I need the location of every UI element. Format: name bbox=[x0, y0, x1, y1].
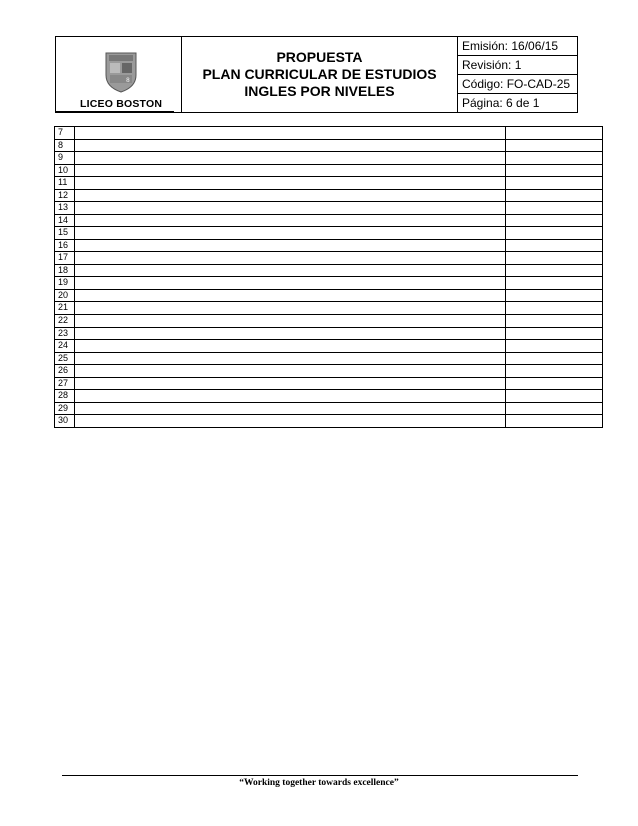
row-number: 26 bbox=[55, 365, 75, 377]
table-cell-content bbox=[75, 215, 506, 227]
table-cell-extra bbox=[506, 202, 602, 214]
row-number: 23 bbox=[55, 328, 75, 340]
table-cell-content bbox=[75, 378, 506, 390]
table-cell-extra bbox=[506, 290, 602, 302]
table-row bbox=[55, 302, 602, 315]
table-cell-content bbox=[75, 190, 506, 202]
table-cell-extra bbox=[506, 328, 602, 340]
row-number: 22 bbox=[55, 315, 75, 327]
row-number: 7 bbox=[55, 127, 75, 139]
table-cell-extra bbox=[506, 177, 602, 189]
table-cell-content bbox=[75, 140, 506, 152]
table-cell-content bbox=[75, 415, 506, 428]
row-number: 14 bbox=[55, 215, 75, 227]
table-cell-content bbox=[75, 365, 506, 377]
table-cell-extra bbox=[506, 252, 602, 264]
meta-codigo: Código: FO-CAD-25 bbox=[458, 75, 577, 94]
table-row bbox=[55, 415, 602, 428]
table-row bbox=[55, 177, 602, 190]
row-number: 20 bbox=[55, 290, 75, 302]
row-number: 28 bbox=[55, 390, 75, 402]
table-cell-extra bbox=[506, 415, 602, 428]
row-number: 25 bbox=[55, 353, 75, 365]
table-row bbox=[55, 240, 602, 253]
table-row bbox=[55, 265, 602, 278]
table-row bbox=[55, 353, 602, 366]
table-cell-content bbox=[75, 177, 506, 189]
table-cell-content bbox=[75, 202, 506, 214]
row-number: 13 bbox=[55, 202, 75, 214]
table-cell-content bbox=[75, 340, 506, 352]
row-number: 24 bbox=[55, 340, 75, 352]
table-cell-extra bbox=[506, 390, 602, 402]
row-number: 10 bbox=[55, 165, 75, 177]
row-number: 17 bbox=[55, 252, 75, 264]
table-row bbox=[55, 277, 602, 290]
meta-revision: Revisión: 1 bbox=[458, 56, 577, 75]
table-row bbox=[55, 378, 602, 391]
table-row bbox=[55, 365, 602, 378]
row-number: 11 bbox=[55, 177, 75, 189]
row-number: 12 bbox=[55, 190, 75, 202]
row-number: 15 bbox=[55, 227, 75, 239]
document-title bbox=[182, 37, 458, 112]
table-cell-content bbox=[75, 252, 506, 264]
table-cell-content bbox=[75, 165, 506, 177]
table-cell-content bbox=[75, 353, 506, 365]
table-row bbox=[55, 152, 602, 165]
footer-rule bbox=[62, 775, 578, 776]
table-row bbox=[55, 328, 602, 341]
school-crest-icon bbox=[104, 51, 138, 93]
table-row bbox=[55, 390, 602, 403]
table-cell-content bbox=[75, 277, 506, 289]
table-row bbox=[55, 190, 602, 203]
svg-text:8: 8 bbox=[126, 77, 130, 84]
table-row bbox=[55, 290, 602, 303]
table-cell-content bbox=[75, 240, 506, 252]
table-cell-content bbox=[75, 265, 506, 277]
table-cell-content bbox=[75, 315, 506, 327]
table-cell-content bbox=[75, 127, 506, 139]
logo-cell bbox=[56, 37, 182, 112]
row-number: 27 bbox=[55, 378, 75, 390]
table-cell-extra bbox=[506, 302, 602, 314]
row-number: 8 bbox=[55, 140, 75, 152]
title-line-1: PROPUESTA bbox=[276, 49, 363, 65]
table-row bbox=[55, 252, 602, 265]
document-meta bbox=[458, 37, 577, 112]
table-row bbox=[55, 215, 602, 228]
table-row bbox=[55, 165, 602, 178]
row-number: 19 bbox=[55, 277, 75, 289]
footer-motto: “Working together towards excellence” bbox=[239, 778, 399, 788]
title-line-3: INGLES POR NIVELES bbox=[244, 83, 395, 99]
table-cell-extra bbox=[506, 165, 602, 177]
table-cell-extra bbox=[506, 277, 602, 289]
table-cell-content bbox=[75, 328, 506, 340]
table-cell-extra bbox=[506, 240, 602, 252]
table-row bbox=[55, 227, 602, 240]
table-cell-extra bbox=[506, 365, 602, 377]
table-cell-extra bbox=[506, 340, 602, 352]
table-row bbox=[55, 340, 602, 353]
row-number: 29 bbox=[55, 403, 75, 415]
table-cell-extra bbox=[506, 127, 602, 139]
meta-pagina: Página: 6 de 1 bbox=[462, 96, 540, 110]
table-cell-extra bbox=[506, 353, 602, 365]
row-number: 30 bbox=[55, 415, 75, 428]
table-cell-extra bbox=[506, 190, 602, 202]
row-number: 9 bbox=[55, 152, 75, 164]
table-cell-extra bbox=[506, 378, 602, 390]
row-number: 18 bbox=[55, 265, 75, 277]
table-row bbox=[55, 315, 602, 328]
numbered-table bbox=[54, 126, 603, 428]
table-cell-extra bbox=[506, 227, 602, 239]
table-cell-extra bbox=[506, 140, 602, 152]
table-row bbox=[55, 140, 602, 153]
meta-emision: Emisión: 16/06/15 bbox=[458, 37, 577, 56]
document-header bbox=[55, 36, 578, 113]
school-name-rule bbox=[56, 111, 80, 112]
table-cell-content bbox=[75, 152, 506, 164]
table-cell-extra bbox=[506, 403, 602, 415]
table-cell-content bbox=[75, 290, 506, 302]
row-number: 21 bbox=[55, 302, 75, 314]
title-line-2: PLAN CURRICULAR DE ESTUDIOS bbox=[202, 66, 437, 82]
table-cell-content bbox=[75, 227, 506, 239]
table-cell-extra bbox=[506, 152, 602, 164]
table-row bbox=[55, 127, 602, 140]
table-row bbox=[55, 202, 602, 215]
table-cell-content bbox=[75, 302, 506, 314]
table-cell-extra bbox=[506, 265, 602, 277]
table-row bbox=[55, 403, 602, 416]
table-cell-content bbox=[75, 390, 506, 402]
row-number: 16 bbox=[55, 240, 75, 252]
table-cell-extra bbox=[506, 315, 602, 327]
school-name: LICEO BOSTON bbox=[80, 98, 174, 112]
table-cell-extra bbox=[506, 215, 602, 227]
table-cell-content bbox=[75, 403, 506, 415]
